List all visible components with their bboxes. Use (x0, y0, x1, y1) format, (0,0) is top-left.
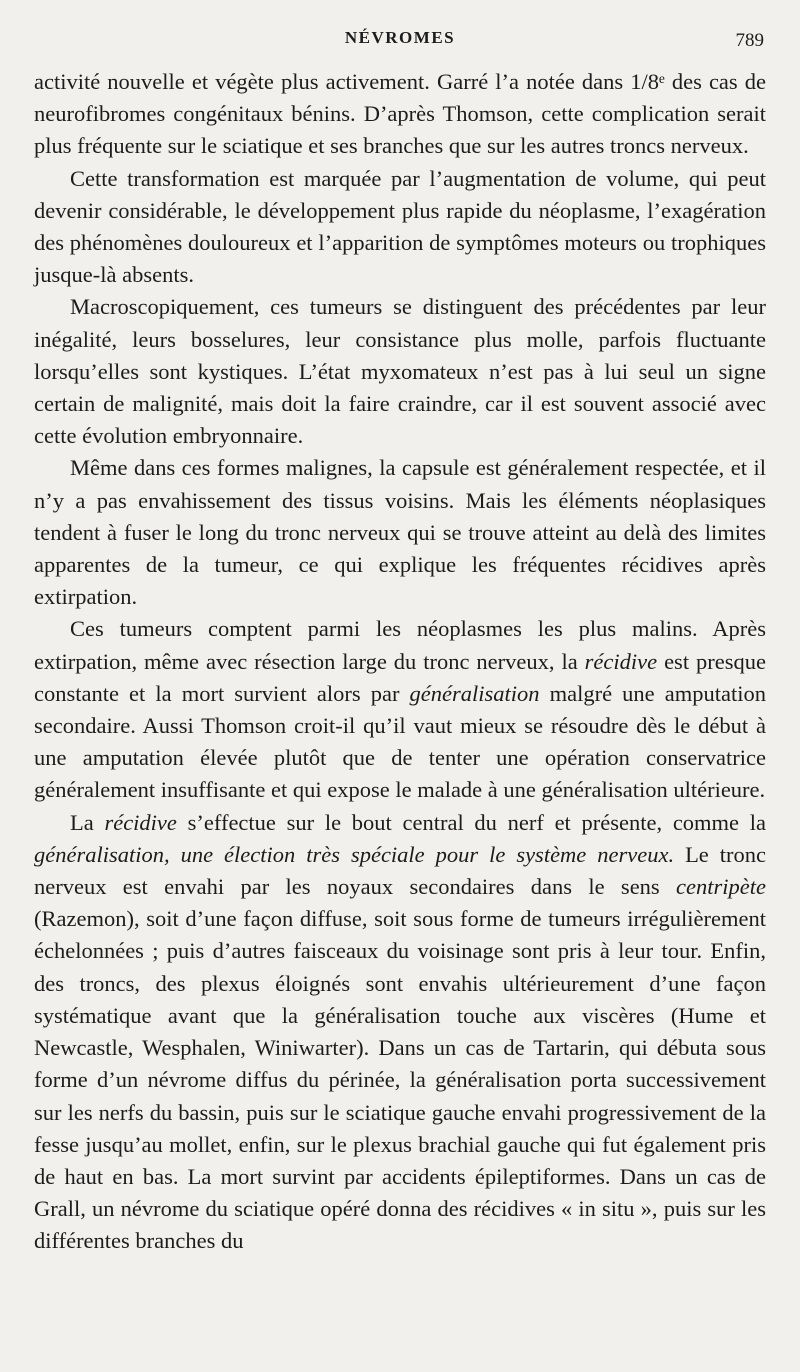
text-span: Ces tumeurs comptent parmi les néoplasmes les plus malins. Après extirpation, même avec résection large du tronc nerveux, la (34, 616, 766, 674)
paragraph (34, 66, 766, 163)
text-span: Même dans ces formes malignes, la capsule est généralement respectée, et il n’y a pas envahissement des tissus voisins. Mais les éléments néoplasiques tendent à fuser le long du tronc nerveux qui se trouve atteint au delà des limites apparentes de la tumeur, ce qui explique les fréquentes récidives après extirpation. (34, 455, 766, 610)
text-span: activité nouvelle et végète plus activement. Garré l’a notée dans 1/8ᵉ des cas de neurofibromes congénitaux bénins. D’après Thomson, cette complication serait plus fréquente sur le sciatique et ses branches que sur les autres troncs nerveux. (34, 69, 766, 159)
body-text (34, 66, 766, 1258)
page-number: 789 (735, 30, 764, 51)
text-span: (Razemon), soit d’une façon diffuse, soit sous forme de tumeurs irrégulièrement échelonnées ; puis d’autres faisceaux du voisinage sont pris à leur tour. Enfin, des troncs, des plexus éloignés sont envahis ultérieurement d’une façon systématique avant que la généralisation touche aux viscères (Hume et Newcastle, Wesphalen, Winiwarter). Dans un cas de Tartarin, qui débuta sous forme d’un névrome diffus du périnée, la généralisation porta successivement sur les nerfs du bassin, puis sur le sciatique gauche envahi progressivement de la fesse jusqu’au mollet, enfin, sur le plexus brachial gauche qui fut également pris de haut en bas. La mort survint par accidents épileptiformes. Dans un cas de Grall, un névrome du sciatique opéré donna des récidives « in situ », puis sur les différentes branches du (34, 906, 766, 1254)
paragraph (34, 807, 766, 1258)
running-title: NÉVROMES (344, 28, 456, 47)
text-span: Macroscopiquement, ces tumeurs se distinguent des précédentes par leur inégalité, leurs bosselures, leur consistance plus molle, parfois fluctuante lorsqu’elles sont kystiques. L’état myxomateux n’est pas à lui seul un signe certain de malignité, mais doit la faire craindre, car il est souvent associé avec cette évolution embryonnaire. (34, 294, 766, 449)
italic-text: récidive (584, 648, 658, 674)
text-span: Le tronc nerveux est envahi par les noyaux secondaires dans le sens (34, 841, 766, 900)
italic-text: généralisation (409, 680, 540, 706)
text-span: s’effectue sur le bout central du nerf et présente, comme la (176, 809, 766, 835)
text-span: malgré une amputation secondaire. Aussi Thomson croit-il qu’il vaut mieux se résoudre dès le début à une amputation élevée plutôt que de tenter une opération conservatrice généralement insuffisante et qui expose le malade à une généralisation ultérieure. (34, 680, 766, 803)
italic-text: généralisation, une élection très spéciale pour le système nerveux. (34, 841, 675, 867)
text-span: est presque constante et la mort survient alors par (34, 648, 766, 706)
paragraph (34, 613, 766, 806)
paragraph (34, 291, 766, 452)
italic-text: centripète (676, 874, 766, 900)
page-header (0, 28, 800, 58)
text-span: La (70, 809, 105, 835)
italic-text: récidive (104, 809, 177, 835)
paragraph (34, 163, 766, 292)
paragraph (34, 452, 766, 613)
text-span: Cette transformation est marquée par l’augmentation de volume, qui peut devenir considérable, le développement plus rapide du néoplasme, l’exagération des phénomènes douloureux et l’apparition de symptômes moteurs ou trophiques jusque-là absents. (34, 165, 766, 288)
